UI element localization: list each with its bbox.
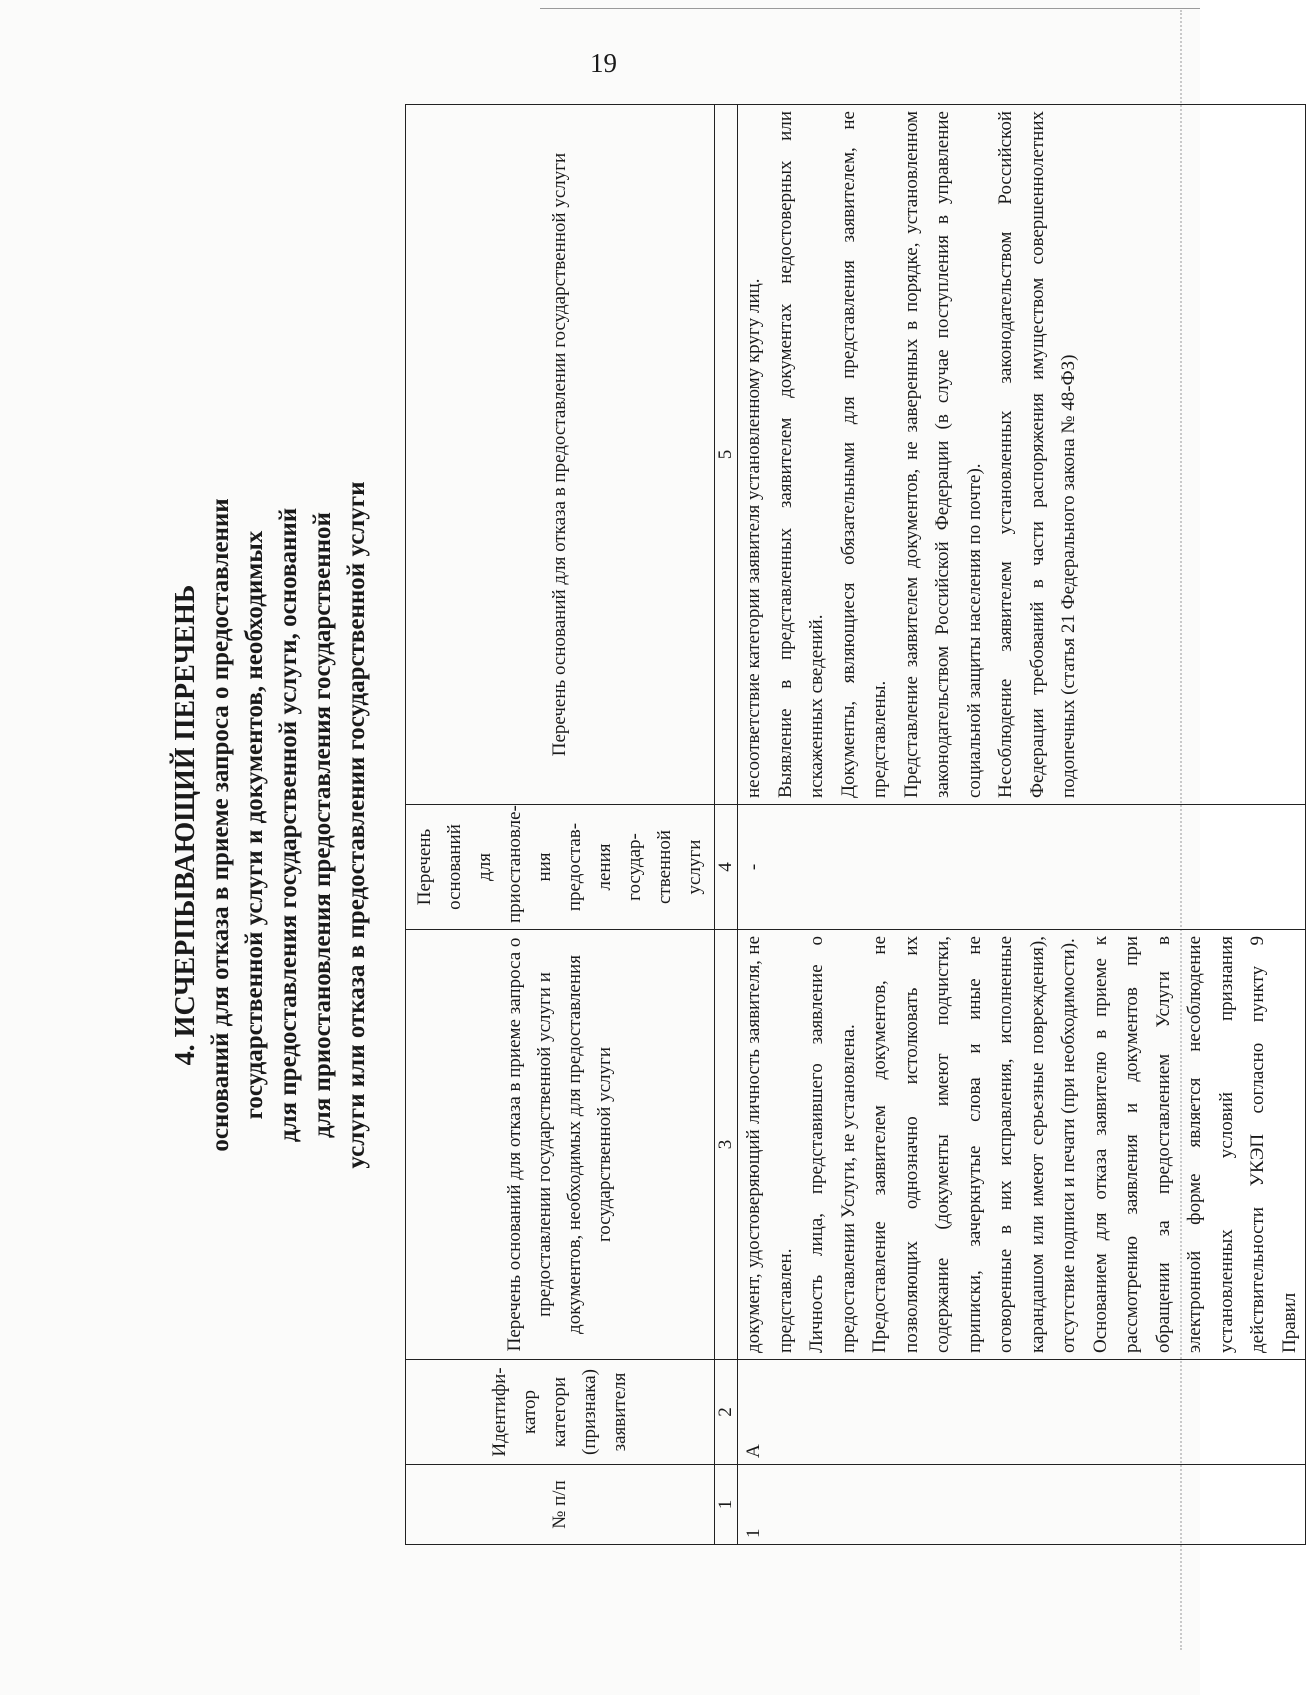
column-number: 4 bbox=[715, 805, 738, 930]
service-refusal-item: Документы, являющиеся обязательными для представления заявителем, не представлены. bbox=[837, 111, 890, 798]
row-num: 1 bbox=[738, 1465, 1306, 1545]
header-reception-refusal: Перечень оснований для отказа в приеме запроса о предоставлении государственной услуги и документов, необходимых для предоставления государственной услуги bbox=[406, 930, 715, 1360]
column-number: 1 bbox=[715, 1465, 738, 1545]
rotated-content bbox=[160, 105, 1300, 1545]
page-number: 19 bbox=[590, 48, 617, 78]
reception-refusal-item: документ, удостоверяющий личность заявителя, не представлен. bbox=[743, 936, 796, 1353]
table-row bbox=[738, 105, 1306, 1545]
column-number-row bbox=[715, 105, 738, 1545]
section-title bbox=[160, 105, 374, 1545]
service-refusal-item: Представление заявителем документов, не заверенных в порядке, установленном законодательством Российской Федерации (в случае поступления в управление социальной защиты населения по почте). bbox=[900, 111, 985, 798]
header-category-id: Идентифи- катор категори (признака) заявителя bbox=[406, 1360, 715, 1465]
reception-refusal-item: Основанием для отказа заявителю в приеме к рассмотрению заявления и документов при обращении за предоставлением Услуги в электронной форме является несоблюдение установленных условий признания действительности УКЭП согласно пункту 9 Правил bbox=[1089, 936, 1300, 1353]
service-refusal-item: Выявление в представленных заявителем документах недостоверных или искаженных сведений. bbox=[774, 111, 827, 798]
column-number: 5 bbox=[715, 105, 738, 805]
column-number: 2 bbox=[715, 1360, 738, 1465]
section-title-line: услуги или отказа в предоставлении государственной услуги bbox=[343, 481, 370, 1169]
section-title-line: для приостановления предоставления государственной bbox=[309, 512, 336, 1138]
reception-refusal-item: Предоставление заявителем документов, не позволяющих однозначно истолковать их содержание (документы имеют подчистки, приписки, зачеркнутые слова и иные не оговоренные в них исправления, исполненные карандашом или имеют серьезные повреждения), отсутствие подписи и печати (при необходимости). bbox=[869, 936, 1079, 1353]
suspension-cell: - bbox=[738, 805, 1306, 930]
table-header-row bbox=[406, 105, 715, 1545]
service-refusal-item: несоответствие категории заявителя установленному кругу лиц. bbox=[743, 278, 764, 798]
header-num: № п/п bbox=[406, 1465, 715, 1545]
row-category: А bbox=[738, 1360, 1306, 1465]
grounds-table bbox=[405, 104, 1306, 1545]
scan-edge-top bbox=[540, 8, 1200, 9]
header-suspension: Перечень оснований для приостановле- ния предостав- ления государ- ственной услуги bbox=[406, 805, 715, 930]
section-title-line: оснований для отказа в приеме запроса о предоставлении bbox=[207, 498, 234, 1152]
service-refusal-cell bbox=[738, 105, 1306, 805]
column-number: 3 bbox=[715, 930, 738, 1360]
service-refusal-item: Несоблюдение заявителем установленных законодательством Российской Федерации требований в части распоряжения имуществом совершеннолетних подопечных (статья 21 Федерального закона № 48-ФЗ) bbox=[995, 111, 1079, 798]
section-title-line: для предоставления государственной услуги, оснований bbox=[275, 507, 302, 1143]
reception-refusal-item: Личность лица, представившего заявление о предоставлении Услуги, не установлена. bbox=[806, 936, 859, 1353]
header-service-refusal: Перечень оснований для отказа в предоставлении государственной услуги bbox=[406, 105, 715, 805]
reception-refusal-cell bbox=[738, 930, 1306, 1360]
section-heading: 4. ИСЧЕРПЫВАЮЩИЙ ПЕРЕЧЕНЬ bbox=[170, 584, 201, 1066]
section-title-line: государственной услуги и документов, необходимых bbox=[241, 530, 268, 1120]
